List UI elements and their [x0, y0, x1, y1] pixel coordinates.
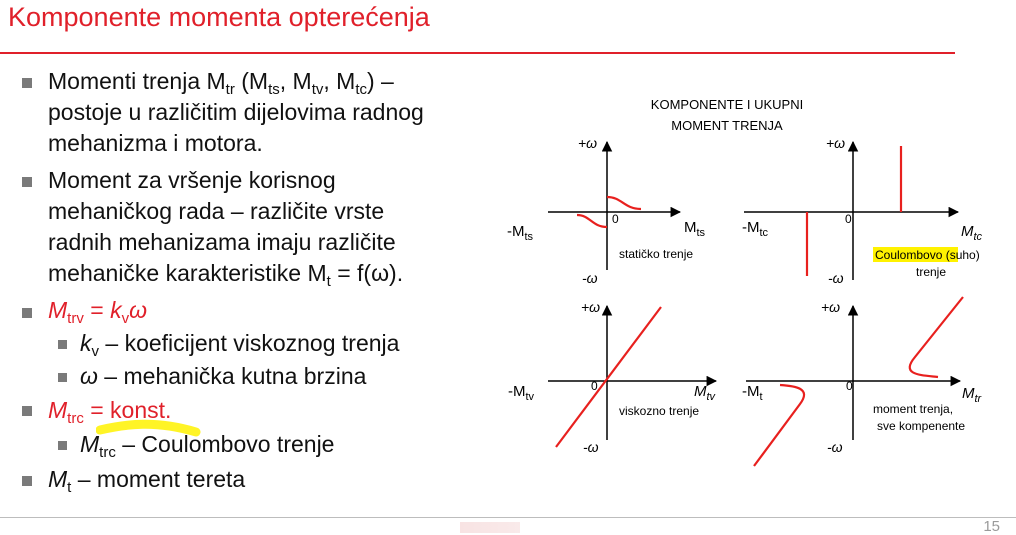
panel-static-friction — [507, 135, 706, 286]
x-pos-label: $M_{tc}$ — [961, 223, 983, 243]
x-pos-label: $M_{tv}$ — [694, 383, 716, 403]
sub-bullet-coulomb: $M_{trc}$ – Coulombovo trenje — [80, 431, 335, 461]
bullet-friction-line3: mehanizma i motora. — [48, 130, 263, 156]
figure-heading-line1: KOMPONENTE I UKUPNI — [650, 97, 804, 112]
static-friction-curve-positive — [607, 197, 641, 209]
caption-static: statičko trenje — [619, 247, 694, 261]
caption-coulomb-line1: Coulombovo (suho) — [875, 248, 980, 262]
footer-divider — [0, 517, 1016, 518]
y-pos-label: +ω — [578, 135, 598, 151]
origin-label: 0 — [612, 212, 619, 226]
friction-components-figure — [500, 90, 1010, 470]
y-pos-label: +ω — [581, 299, 601, 315]
x-neg-label: $-M_t$ — [742, 383, 763, 403]
bullet-list — [0, 0, 500, 520]
caption-viscous: viskozno trenje — [619, 404, 700, 418]
bullet-marker — [22, 177, 32, 187]
bullet-useful-work-line3: radnih mehanizama imaju različite — [48, 229, 396, 255]
bullet-load-moment: $M_t$ – moment tereta — [48, 466, 246, 496]
bullet-friction-moments: Momenti trenja $M_{tr}$ ($M_{ts}$, $M_{tv}$, $M_{tc}$) – — [48, 68, 394, 98]
viscous-friction-line — [556, 307, 661, 447]
sub-bullet-marker — [58, 373, 67, 382]
bullet-viscous-formula: $M_{trv} = k_v\omega$ — [48, 297, 147, 327]
sub-bullet-kv: $k_v$ – koeficijent viskoznog trenja — [80, 330, 400, 360]
bullet-marker — [22, 308, 32, 318]
bullet-marker — [22, 78, 32, 88]
origin-label: 0 — [846, 379, 853, 393]
panel-total-friction — [742, 297, 983, 466]
sub-bullet-marker — [58, 340, 67, 349]
y-pos-label: +ω — [826, 135, 846, 151]
y-neg-label: -ω — [827, 439, 843, 455]
y-pos-label: +ω — [821, 299, 841, 315]
footer-logo — [460, 522, 520, 533]
caption-coulomb-line2: trenje — [916, 265, 947, 279]
origin-label: 0 — [845, 212, 852, 226]
page-number: 15 — [983, 518, 1000, 535]
static-friction-curve-negative — [577, 215, 607, 227]
bullet-marker — [22, 406, 32, 416]
bullet-friction-line2: postoje u različitim dijelovima radnog — [48, 99, 424, 125]
y-neg-label: -ω — [582, 270, 598, 286]
bullet-coulomb-formula: $M_{trc}$ = konst. — [48, 397, 172, 427]
figure-heading-line2: MOMENT TRENJA — [671, 118, 783, 133]
caption-total-line1: moment trenja, — [873, 402, 954, 416]
bullet-useful-work-line1: Moment za vršenje korisnog — [48, 167, 336, 193]
panel-viscous-friction — [508, 299, 717, 455]
bullet-marker — [22, 476, 32, 486]
caption-total-line2: sve kompenente — [877, 419, 966, 433]
y-neg-label: -ω — [583, 439, 599, 455]
panel-coulomb-friction — [742, 135, 983, 286]
origin-label: 0 — [591, 379, 598, 393]
sub-bullet-marker — [58, 441, 67, 450]
x-pos-label: $M_{ts}$ — [684, 219, 706, 239]
x-neg-label: $-M_{tv}$ — [508, 383, 535, 403]
slide-title: Komponente momenta opterećenja — [8, 2, 430, 32]
x-neg-label: $-M_{tc}$ — [742, 219, 769, 239]
x-pos-label: $M_{tr}$ — [962, 385, 982, 405]
total-friction-curve-positive — [910, 297, 963, 377]
bullet-useful-work-line2: mehaničkog rada – različite vrste — [48, 198, 385, 224]
bullet-useful-work-line4: mehaničke karakteristike $M_t = f(\omega)$. — [48, 260, 404, 290]
sub-bullet-omega: ω – mehanička kutna brzina — [80, 363, 367, 389]
y-neg-label: -ω — [828, 270, 844, 286]
x-neg-label: $-M_{ts}$ — [507, 223, 534, 243]
